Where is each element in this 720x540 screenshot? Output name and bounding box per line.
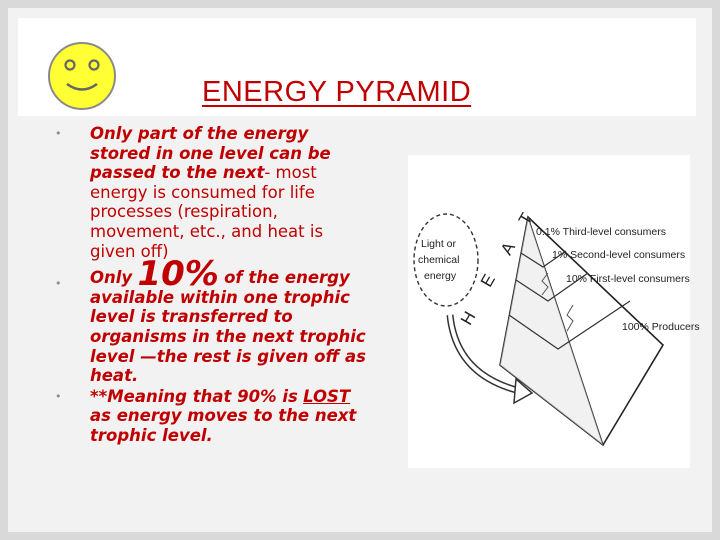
bullet-1-plain: - most energy is consumed for life processes (respiration, movement, etc., and heat is given off) (90, 163, 324, 261)
bullet-2-lead: Only (90, 268, 133, 288)
bullet-list (55, 124, 370, 446)
heat-letter: H (456, 308, 480, 329)
bullet-1-italic: Only part of the energy stored in one level can be passed to the next (90, 124, 331, 183)
energy-pyramid-figure (408, 155, 700, 468)
energy-source-line-1: Light or (421, 238, 457, 250)
slide-title: ENERGY PYRAMID (202, 76, 472, 108)
heat-letter: E (476, 270, 500, 291)
energy-pyramid-diagram (408, 155, 700, 468)
bullet-item (55, 386, 370, 446)
smiley-face-icon (46, 40, 118, 112)
energy-source-line-3: energy (424, 270, 457, 282)
level-label-first: 10% First-level consumers (566, 273, 690, 285)
level-label-second: 1% Second-level consumers (552, 249, 686, 261)
bullet-dot-icon: • (55, 389, 62, 403)
bullet-2-big-percent: 10% (137, 254, 219, 295)
bullet-2-rest: of the energy available within one trophic level is transferred to organisms in the next trophic level —the rest is given off as heat. (90, 268, 366, 386)
bullet-3-suffix: as energy moves to the next trophic level. (90, 406, 357, 445)
bullet-3-lost: LOST (303, 386, 351, 406)
bullet-dot-icon: • (55, 277, 62, 291)
energy-source-line-2: chemical (418, 254, 460, 266)
bullet-item (55, 124, 370, 261)
heat-letter: A (496, 238, 520, 259)
bullet-3-prefix: **Meaning that 90% is (90, 386, 298, 406)
bullet-item (55, 254, 370, 386)
bullet-dot-icon: • (55, 127, 62, 140)
level-label-third: 0.1% Third-level consumers (536, 226, 666, 238)
heat-letter: T (514, 209, 537, 229)
level-label-producers: 100% Producers (622, 321, 700, 333)
